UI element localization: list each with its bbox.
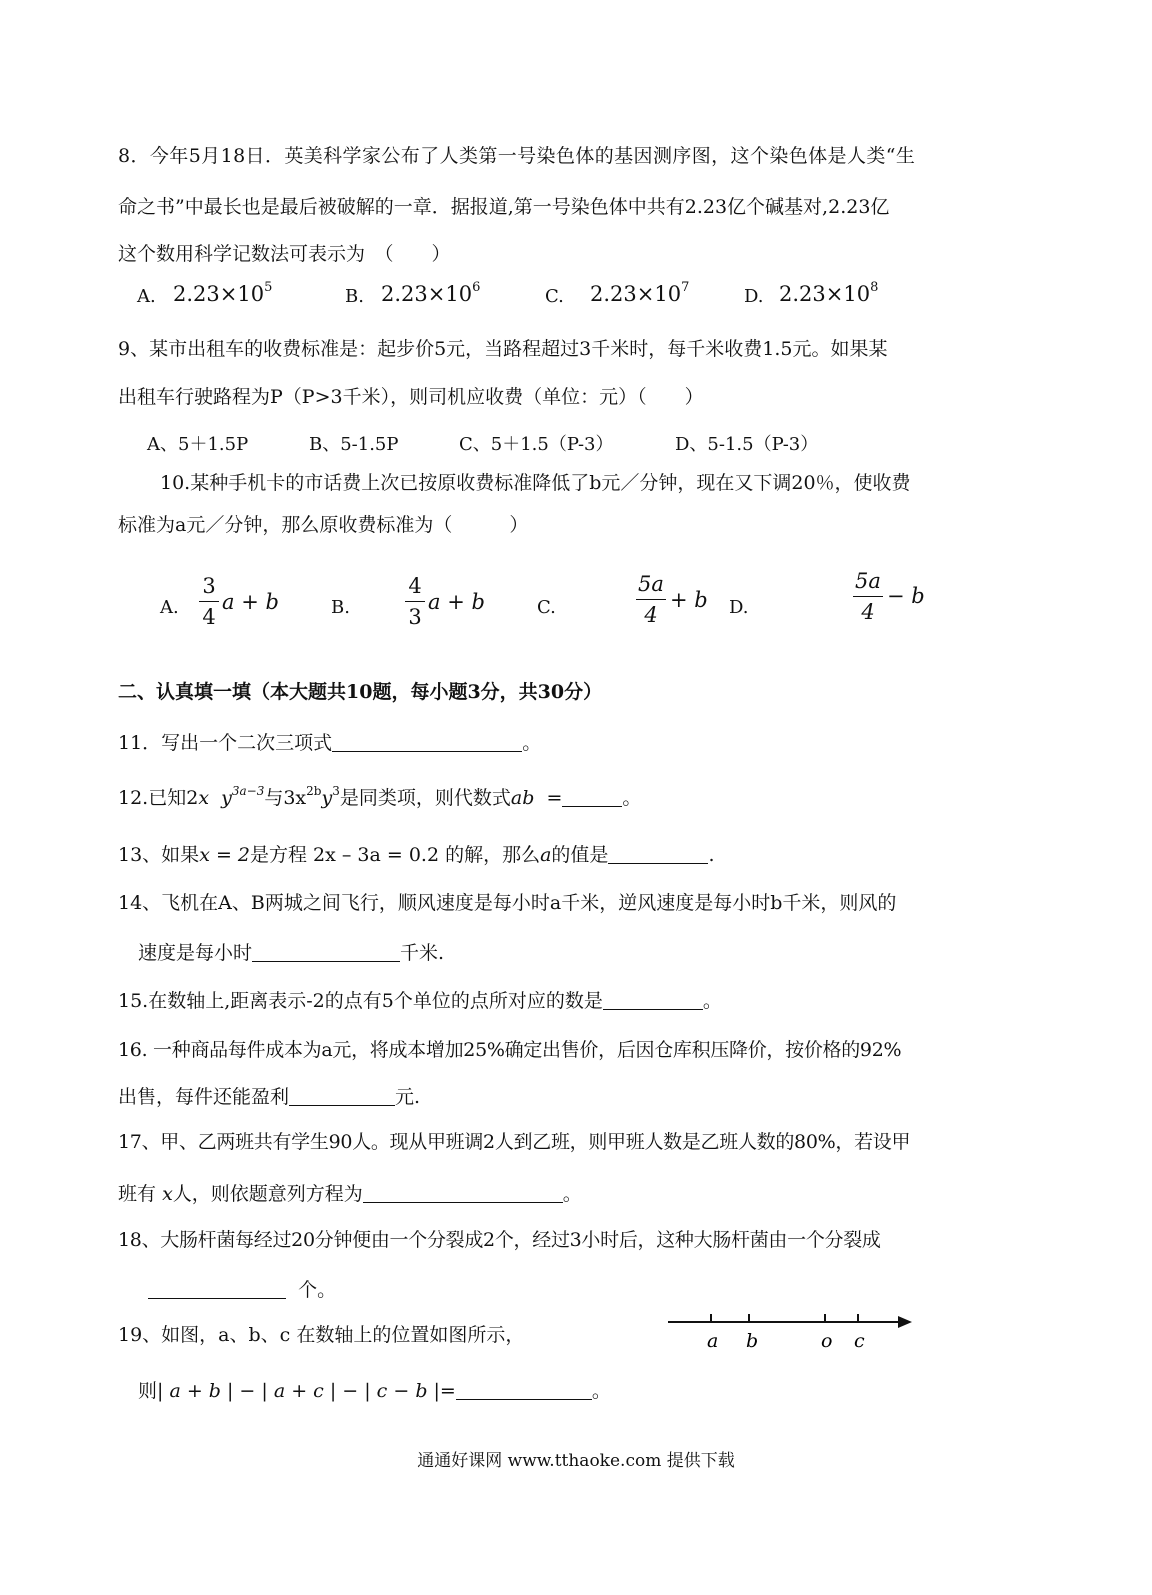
q10-option-a-rest: a + b [222, 590, 279, 614]
q13-prefix: 13、如果 [118, 844, 200, 866]
q10-option-b-label: B. [331, 597, 350, 618]
q15-line [118, 991, 722, 1011]
page-footer: 通通好课网 www.tthaoke.com 提供下载 [417, 1451, 735, 1471]
q10-option-b-rest: a + b [428, 590, 485, 614]
axis-label-o: o [821, 1330, 833, 1352]
q12-y1-exponent: 3a−3 [231, 784, 265, 798]
q18-line2-suffix: 个。 [298, 1279, 337, 1301]
q19-expression: | a + b | − | a + c | − | c − b |= [157, 1380, 456, 1402]
q18-line1: 18、大肠杆菌每经过20分钟便由一个分裂成2个，经过3小时后，这种大肠杆菌由一个分裂成 [118, 1229, 881, 1251]
q13-answer-blank[interactable] [608, 845, 708, 864]
q15-answer-blank[interactable] [603, 991, 703, 1010]
q10-line1: 10.某种手机卡的市话费上次已按原收费标准降低了b元／分钟，现在又下调20％，使收费 [160, 472, 911, 494]
q13-mid: 是方程 2x – 3a = 0.2 的解，那么 [250, 844, 541, 866]
q8-option-a-label: A. [137, 286, 156, 307]
q12-suffix: 是同类项，则代数式 [339, 787, 511, 809]
q10-option-d-fraction: 5a 4 [853, 571, 883, 623]
q12-ab: ab [510, 787, 535, 809]
q8-option-c-value: $2.23\times 10^7$ [590, 280, 690, 306]
q17-line1: 17、甲、乙两班共有学生90人。现从甲班调2人到乙班，则甲班人数是乙班人数的80%，若设甲 [118, 1131, 911, 1153]
q8-option-c-label: C. [545, 286, 564, 307]
q16-answer-blank[interactable] [289, 1087, 395, 1106]
q8-option-d-label: D. [744, 286, 764, 307]
q12-y2: y [321, 787, 333, 809]
q14-line2 [138, 943, 444, 963]
q17-line2 [118, 1184, 582, 1204]
q10-option-c-rest: + b [670, 588, 708, 612]
q8-option-b-label: B. [345, 286, 364, 307]
q10-line2: 标准为a元／分钟，那么原收费标准为（ ） [118, 514, 529, 536]
q11-text: 11．写出一个二次三项式 [118, 732, 333, 754]
section-2-heading: 二、认真填一填（本大题共10题，每小题3分，共30分） [118, 681, 603, 703]
q12-x1: x [198, 787, 210, 809]
q14-line2-prefix: 速度是每小时 [138, 942, 253, 964]
axis-label-b: b [746, 1330, 759, 1352]
number-line-figure [668, 1305, 913, 1365]
q11-line [118, 733, 541, 753]
q19-end: 。 [591, 1380, 611, 1402]
q12-answer-blank[interactable] [562, 788, 622, 807]
q12-x2-exponent: 2b [306, 784, 322, 798]
q9-option-b: B、5-1.5P [309, 434, 399, 455]
q17-end: 。 [562, 1183, 582, 1205]
q9-option-c: C、5＋1.5（P-3） [459, 434, 614, 455]
q9-option-d: D、5-1.5（P-3） [675, 434, 819, 455]
q10-option-a-label: A. [160, 597, 179, 618]
q19-line2 [138, 1381, 611, 1401]
q8-line1: 8．今年5月18日．英美科学家公布了人类第一号染色体的基因测序图，这个染色体是人类“生 [118, 145, 916, 167]
q13-suffix: 的值是 [551, 844, 609, 866]
q8-line3: 这个数用科学记数法可表示为 （ ） [118, 243, 451, 265]
number-line-arrow-icon [898, 1316, 912, 1328]
q10-option-d-rest: − b [887, 584, 925, 608]
axis-label-a: a [707, 1330, 719, 1352]
q11-answer-blank[interactable] [332, 733, 522, 752]
q14-answer-blank[interactable] [252, 943, 400, 962]
q16-line2 [118, 1087, 420, 1107]
q13-line [118, 845, 714, 865]
q19-answer-blank[interactable] [456, 1381, 592, 1400]
q15-text: 15.在数轴上,距离表示-2的点有5个单位的点所对应的数是 [118, 990, 603, 1012]
q8-option-b-value: $2.23\times 10^6$ [381, 280, 481, 306]
q19-line1: 19、如图，a、b、c 在数轴上的位置如图所示， [118, 1324, 525, 1346]
q19-line2-prefix: 则 [138, 1380, 158, 1402]
q10-option-d-label: D. [729, 597, 749, 618]
q9-line1: 9、某市出租车的收费标准是：起步价5元，当路程超过3千米时，每千米收费1.5元。如果某 [118, 338, 888, 360]
axis-label-c: c [854, 1330, 865, 1352]
q12-end: 。 [622, 787, 642, 809]
q18-answer-blank[interactable] [148, 1280, 286, 1299]
q14-line1: 14、飞机在A、B两城之间飞行，顺风速度是每小时a千米，逆风速度是每小时b千米，则风的 [118, 892, 897, 914]
q16-line2-prefix: 出售，每件还能盈利 [118, 1086, 290, 1108]
q12-y2-exponent: 3 [332, 784, 340, 798]
q16-line1: 16. 一种商品每件成本为a元，将成本增加25%确定出售价，后因仓库积压降价，按价格的92% [118, 1039, 902, 1061]
q13-var: a [540, 844, 552, 866]
q9-option-a: A、5＋1.5P [147, 434, 249, 455]
q13-end: . [708, 844, 715, 866]
q8-option-a-value: $2.23\times 10^5$ [173, 280, 273, 306]
q8-line2: 命之书”中最长也是最后被破解的一章．据报道,第一号染色体中共有2.23亿个碱基对,2.23亿 [118, 196, 890, 218]
q9-line2: 出租车行驶路程为P（P>3千米），则司机应收费（单位：元）（ ） [118, 386, 704, 408]
q12-y1: y [221, 787, 232, 809]
q10-option-c-fraction: 5a 4 [636, 574, 666, 626]
q17-line2-mid: 人，则依题意列方程为 [172, 1183, 363, 1205]
q10-option-c-label: C. [537, 597, 556, 618]
q10-option-a-fraction: 3 4 [199, 576, 219, 628]
q16-line2-suffix: 元. [395, 1086, 421, 1108]
q17-line2-prefix: 班有 [118, 1183, 157, 1205]
q12-line [118, 784, 642, 809]
q12-equals: = [546, 787, 563, 809]
q11-end: 。 [522, 732, 542, 754]
q18-line2 [148, 1280, 336, 1300]
q17-answer-blank[interactable] [363, 1184, 563, 1203]
q10-option-b-fraction: 4 3 [405, 576, 425, 628]
q12-mid: 与3x [264, 787, 307, 809]
q14-line2-suffix: 千米. [400, 942, 445, 964]
q15-end: 。 [702, 990, 722, 1012]
q17-var: x [162, 1183, 173, 1205]
q8-option-d-value: $2.23\times 10^8$ [779, 280, 879, 306]
q13-condition: x = 2 [199, 844, 250, 866]
q12-prefix: 12.已知2 [118, 787, 199, 809]
